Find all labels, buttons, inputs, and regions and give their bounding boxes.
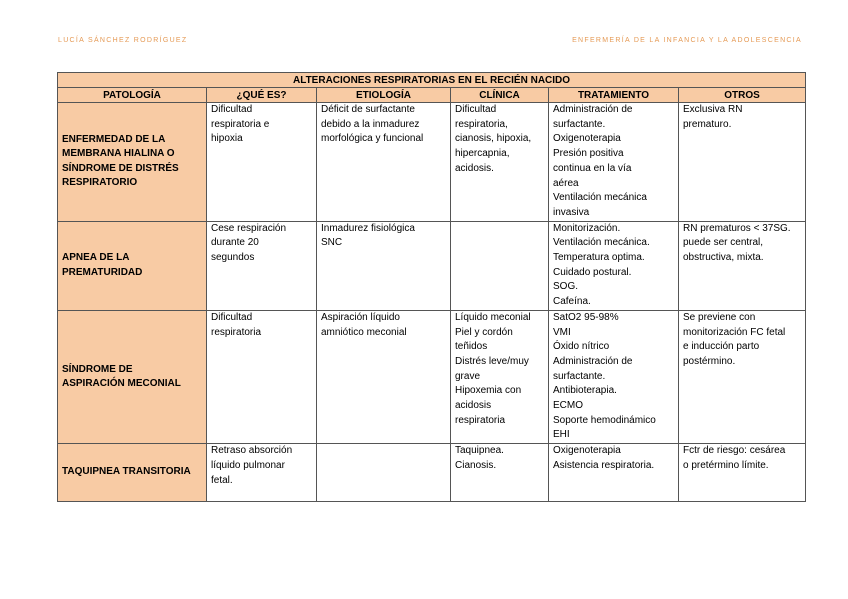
otros-cell: Exclusiva RN prematuro. (679, 103, 806, 222)
tratamiento-cell: Monitorización. Ventilación mecánica. Temperatura optima. Cuidado postural. SOG. Cafeína. (549, 221, 679, 310)
otros-cell: RN prematuros < 37SG. puede ser central, obstructiva, mixta. (679, 221, 806, 310)
patologia-cell: SÍNDROME DE ASPIRACIÓN MECONIAL (58, 310, 207, 443)
subject-header: ENFERMERÍA DE LA INFANCIA Y LA ADOLESCENCIA (572, 37, 802, 44)
table-row (58, 310, 806, 443)
que-es-cell: Dificultad respiratoria (207, 310, 317, 443)
table-title-row (58, 73, 806, 88)
etiologia-cell: Inmadurez fisiológica SNC (317, 221, 451, 310)
clinica-cell: Líquido meconial Piel y cordón teñidos Distrés leve/muy grave Hipoxemia con acidosis respiratoria (451, 310, 549, 443)
que-es-cell: Cese respiración durante 20 segundos (207, 221, 317, 310)
clinica-cell: Taquipnea. Cianosis. (451, 444, 549, 502)
etiologia-cell (317, 444, 451, 502)
etiologia-cell: Déficit de surfactante debido a la inmadurez morfológica y funcional (317, 103, 451, 222)
tratamiento-cell: Administración de surfactante. Oxigenoterapia Presión positiva continua en la vía aérea Ventilación mecánica invasiva (549, 103, 679, 222)
que-es-cell: Retraso absorción líquido pulmonar fetal. (207, 444, 317, 502)
table-row (58, 221, 806, 310)
otros-cell: Fctr de riesgo: cesárea o pretérmino límite. (679, 444, 806, 502)
column-header-etiologia: ETIOLOGÍA (317, 88, 451, 103)
tratamiento-cell: SatO2 95-98% VMI Óxido nítrico Administración de surfactante. Antibioterapia. ECMO Soporte hemodinámico EHI (549, 310, 679, 443)
clinica-cell: Dificultad respiratoria, cianosis, hipoxia, hipercapnia, acidosis. (451, 103, 549, 222)
column-header-clinica: CLÍNICA (451, 88, 549, 103)
column-header-que-es: ¿QUÉ ES? (207, 88, 317, 103)
que-es-cell: Dificultad respiratoria e hipoxia (207, 103, 317, 222)
table-row (58, 444, 806, 502)
table-row (58, 103, 806, 222)
patologia-cell: ENFERMEDAD DE LA MEMBRANA HIALINA O SÍNDROME DE DISTRÉS RESPIRATORIO (58, 103, 207, 222)
table-header-row (58, 88, 806, 103)
etiologia-cell: Aspiración líquido amniótico meconial (317, 310, 451, 443)
clinica-cell (451, 221, 549, 310)
otros-cell: Se previene con monitorización FC fetal e inducción parto postérmino. (679, 310, 806, 443)
patologia-cell: APNEA DE LA PREMATURIDAD (58, 221, 207, 310)
tratamiento-cell: Oxigenoterapia Asistencia respiratoria. (549, 444, 679, 502)
column-header-otros: OTROS (679, 88, 806, 103)
column-header-tratamiento: TRATAMIENTO (549, 88, 679, 103)
column-header-patologia: PATOLOGÍA (58, 88, 207, 103)
author-header: LUCÍA SÁNCHEZ RODRÍGUEZ (58, 37, 188, 44)
respiratory-disorders-table (57, 72, 806, 502)
patologia-cell: TAQUIPNEA TRANSITORIA (58, 444, 207, 502)
table-title: ALTERACIONES RESPIRATORIAS EN EL RECIÉN NACIDO (58, 73, 806, 88)
